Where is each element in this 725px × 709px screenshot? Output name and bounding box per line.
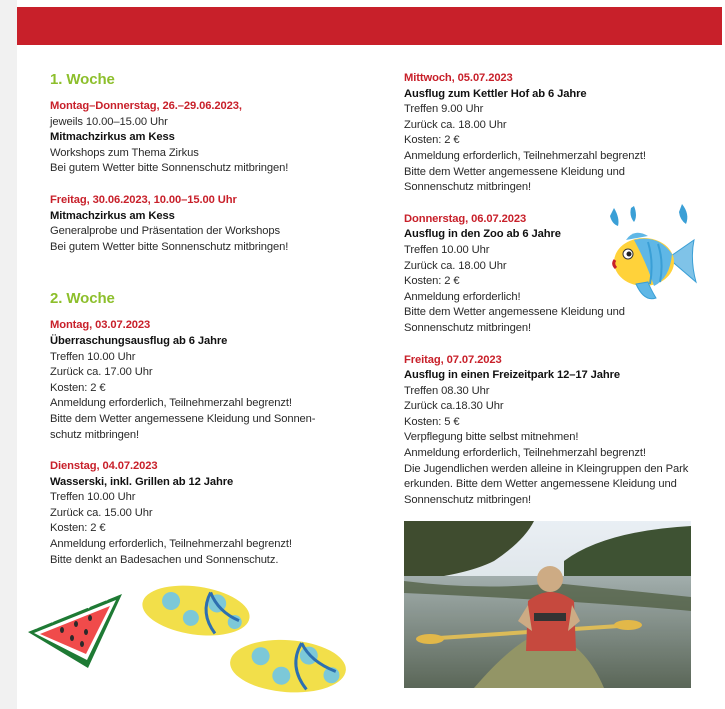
- event-detail: schutz mitbringen!: [50, 428, 139, 441]
- event-detail: Bitte dem Wetter angemessene Kleidung und: [404, 165, 625, 178]
- event-detail: Zurück ca. 15.00 Uhr: [50, 506, 153, 519]
- flip-flops-illustration: [140, 584, 360, 699]
- event-detail: Sonnenschutz mitbringen!: [404, 493, 531, 506]
- event-detail: Kosten: 5 €: [404, 415, 460, 428]
- event-detail: Treffen 9.00 Uhr: [404, 103, 484, 116]
- event-detail: Treffen 10.00 Uhr: [50, 350, 136, 363]
- watermelon-illustration: [26, 588, 126, 668]
- event-detail: Bei gutem Wetter bitte Sonnenschutz mitbringen!: [50, 240, 289, 253]
- event-detail: Bitte denkt an Badesachen und Sonnenschutz.: [50, 553, 279, 566]
- event-detail: Treffen 10.00 Uhr: [404, 243, 490, 256]
- event-date: Montag, 03.07.2023: [50, 319, 151, 332]
- event-detail: Sonnenschutz mitbringen!: [404, 321, 531, 334]
- event-detail: Bei gutem Wetter bitte Sonnenschutz mitbringen!: [50, 162, 289, 175]
- event-detail: Verpflegung bitte selbst mitnehmen!: [404, 431, 579, 444]
- event-title: Überraschungsausflug ab 6 Jahre: [50, 334, 228, 347]
- event-date: Dienstag, 04.07.2023: [50, 460, 158, 473]
- week-heading: 1. Woche: [50, 71, 115, 88]
- event-detail: Treffen 10.00 Uhr: [50, 491, 136, 504]
- header-banner: [17, 7, 722, 45]
- event-date: Montag–Donnerstag, 26.–29.06.2023,: [50, 100, 242, 112]
- event-entry: [404, 71, 704, 196]
- event-detail: jeweils 10.00–15.00 Uhr: [50, 115, 168, 128]
- event-detail: Die Jugendlichen werden alleine in Kleingruppen den Park: [404, 462, 689, 475]
- event-detail: Anmeldung erforderlich!: [404, 290, 521, 303]
- left-column: [50, 70, 370, 584]
- event-detail: Zurück ca. 18.00 Uhr: [404, 259, 507, 272]
- event-detail: Kosten: 2 €: [404, 134, 460, 147]
- event-detail: Zurück ca. 18.00 Uhr: [404, 118, 507, 131]
- event-detail: Workshops zum Thema Zirkus: [50, 146, 199, 159]
- event-detail: erkunden. Bitte dem Wetter angemessene Kleidung und: [404, 478, 677, 491]
- event-detail: Anmeldung erforderlich, Teilnehmerzahl begrenzt!: [404, 447, 646, 460]
- event-detail: Bitte dem Wetter angemessene Kleidung und Sonnen-: [50, 412, 316, 425]
- event-entry: [50, 459, 370, 568]
- event-title: Ausflug zum Kettler Hof ab 6 Jahre: [404, 87, 587, 100]
- event-detail: Anmeldung erforderlich, Teilnehmerzahl begrenzt!: [50, 538, 292, 551]
- event-title: Ausflug in den Zoo ab 6 Jahre: [404, 228, 561, 241]
- event-detail: Kosten: 2 €: [404, 275, 460, 288]
- event-entry: [50, 318, 370, 443]
- event-title: Wasserski, inkl. Grillen ab 12 Jahre: [50, 475, 234, 488]
- event-detail: Bitte dem Wetter angemessene Kleidung und: [404, 306, 625, 319]
- event-date: Donnerstag, 06.07.2023: [404, 212, 527, 225]
- event-date: Mittwoch, 05.07.2023: [404, 72, 513, 84]
- event-date: Freitag, 07.07.2023: [404, 353, 502, 366]
- event-detail: Kosten: 2 €: [50, 522, 106, 535]
- event-detail: Sonnenschutz mitbringen!: [404, 181, 531, 194]
- event-detail: Treffen 08.30 Uhr: [404, 384, 490, 397]
- event-date: Freitag, 30.06.2023, 10.00–15.00 Uhr: [50, 193, 237, 206]
- event-detail: Zurück ca. 17.00 Uhr: [50, 366, 153, 379]
- event-entry: [50, 193, 370, 255]
- event-entry: [404, 353, 704, 509]
- event-detail: Generalprobe und Präsentation der Workshops: [50, 225, 280, 238]
- event-detail: Kosten: 2 €: [50, 381, 106, 394]
- kayak-photo: [404, 521, 691, 688]
- event-title: Mitmachzirkus am Kess: [50, 209, 175, 222]
- event-detail: Zurück ca.18.30 Uhr: [404, 400, 504, 413]
- event-entry: [50, 99, 370, 177]
- event-detail: Anmeldung erforderlich, Teilnehmerzahl begrenzt!: [404, 149, 646, 162]
- week-heading: 2. Woche: [50, 290, 115, 308]
- event-title: Ausflug in einen Freizeitpark 12–17 Jahre: [404, 369, 621, 382]
- fish-illustration: [598, 198, 700, 306]
- event-title: Mitmachzirkus am Kess: [50, 131, 175, 144]
- event-detail: Anmeldung erforderlich, Teilnehmerzahl begrenzt!: [50, 397, 292, 410]
